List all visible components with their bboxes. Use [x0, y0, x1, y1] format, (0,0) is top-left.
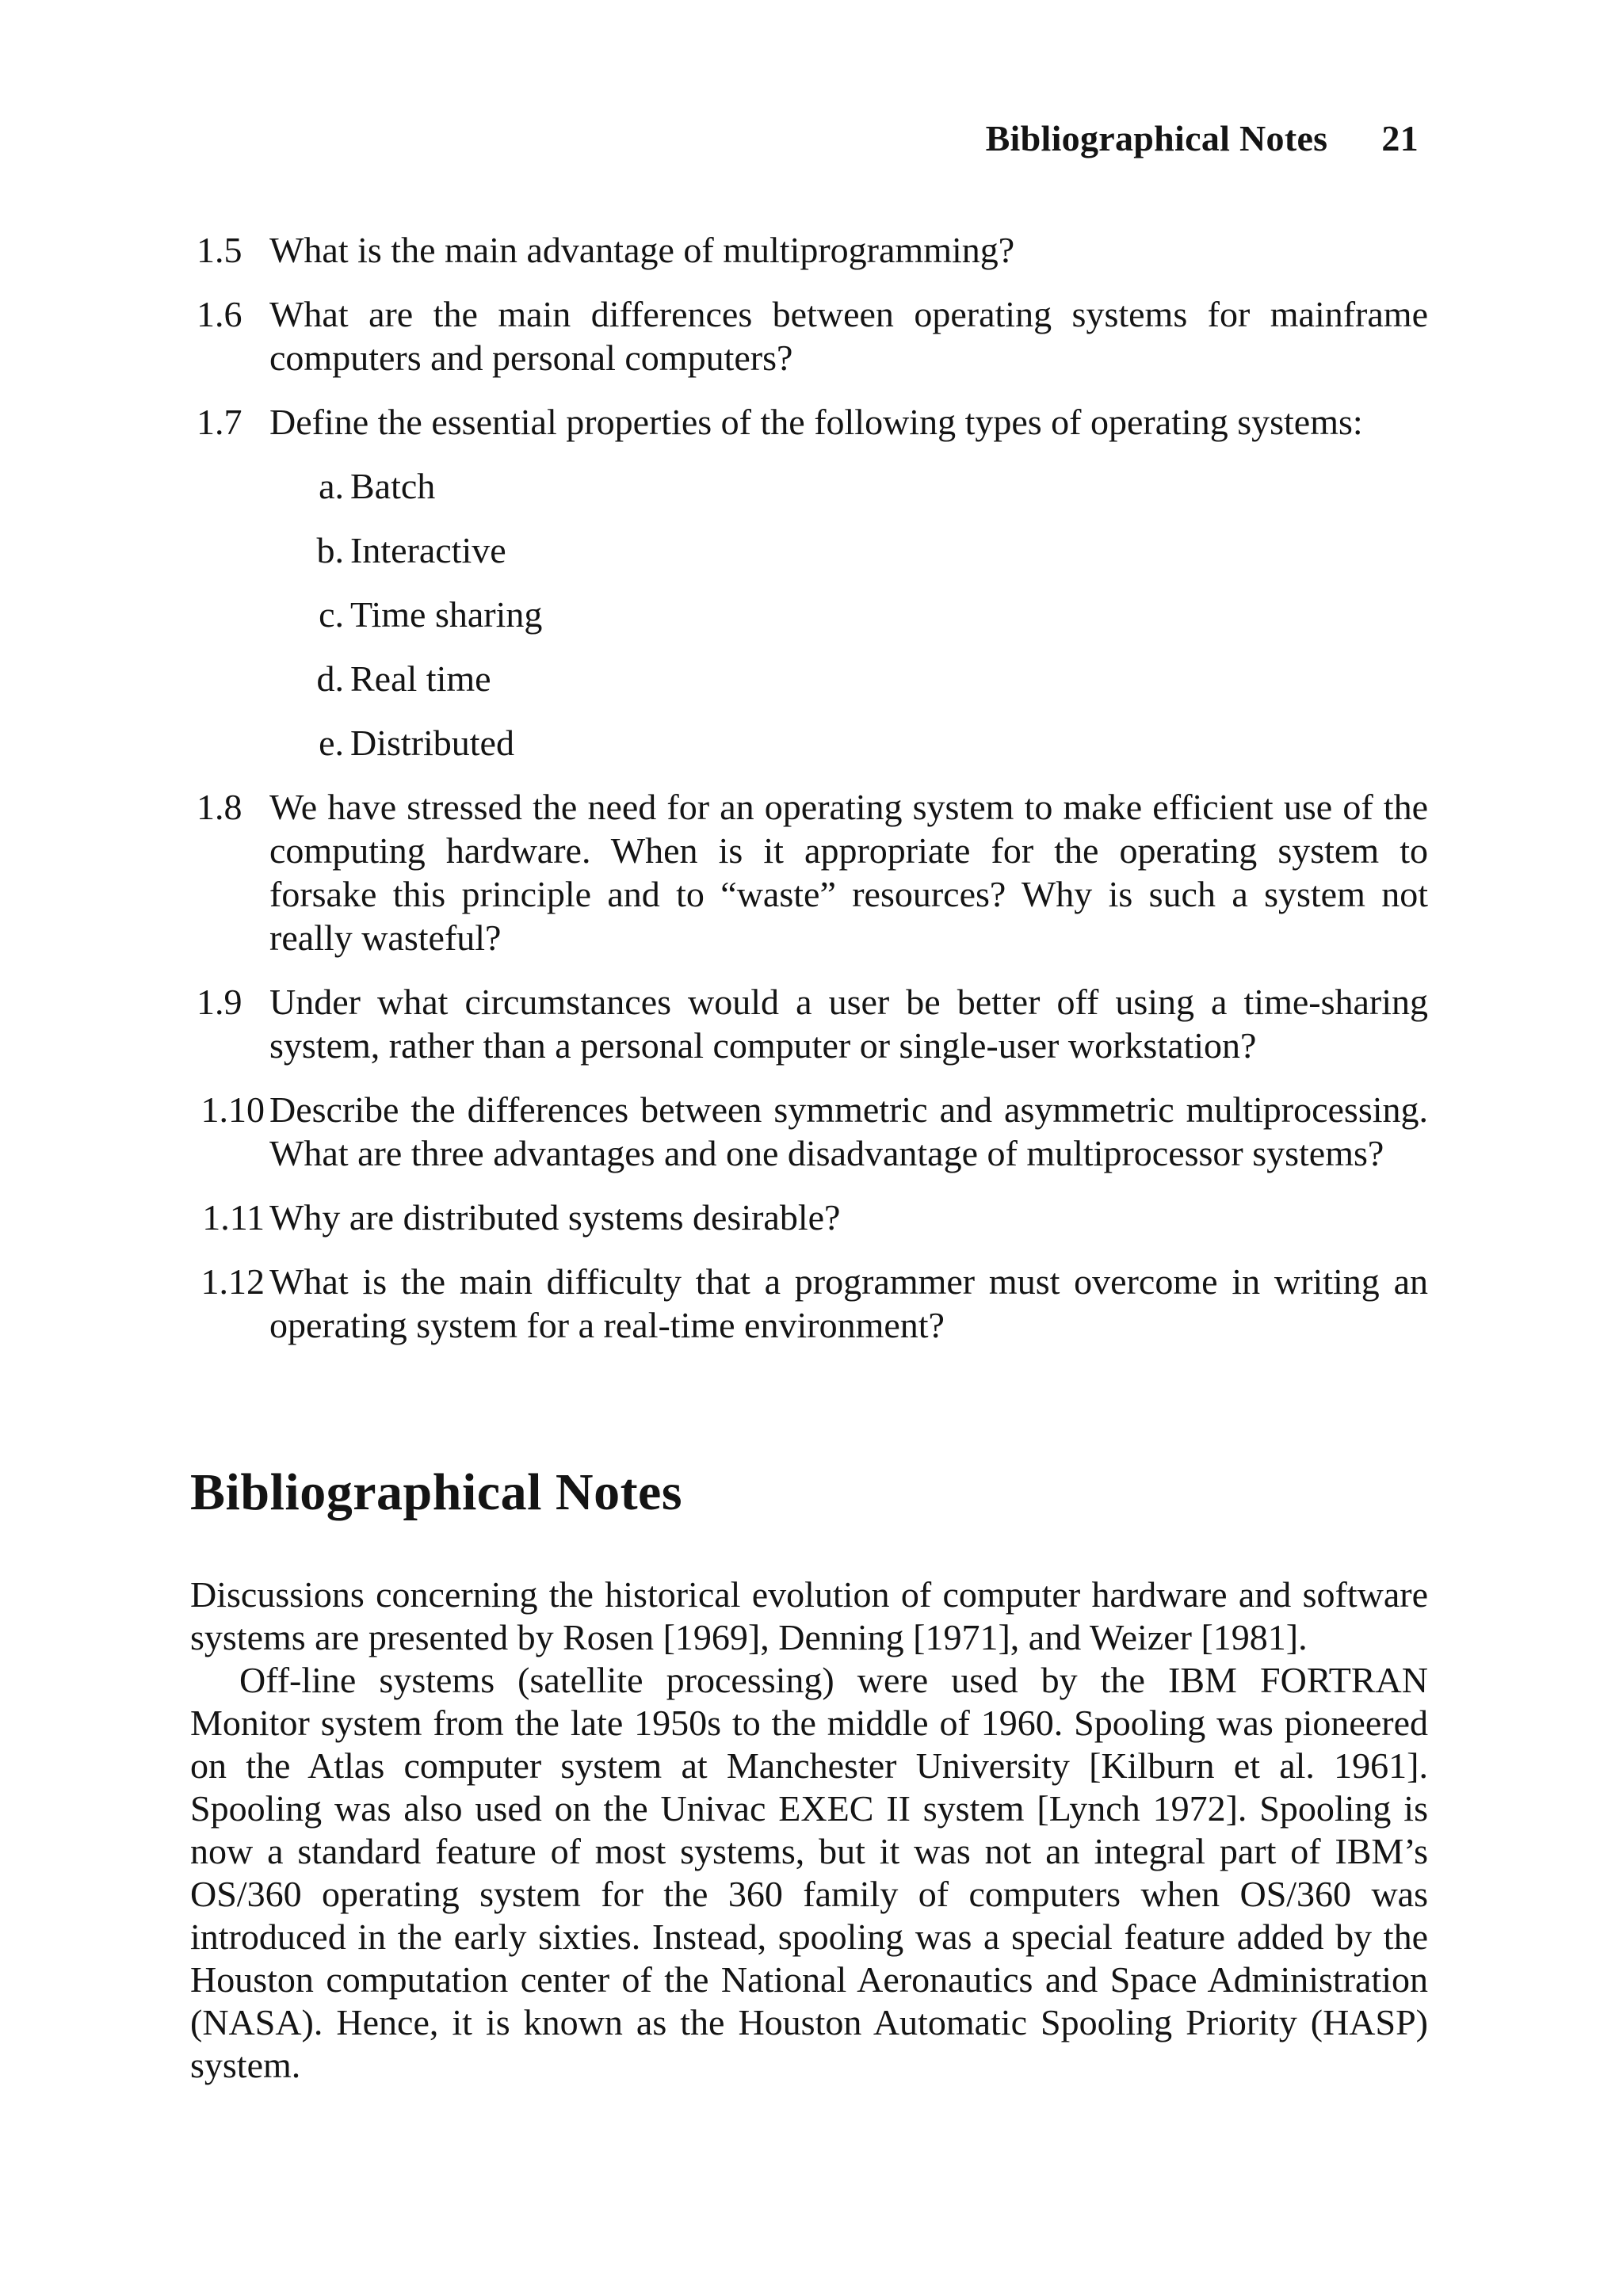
subitem-text: Distributed	[350, 723, 514, 763]
subitem-text: Batch	[350, 466, 436, 506]
page-number: 21	[1381, 118, 1419, 158]
subitem-label: b.	[316, 530, 344, 570]
exercise-number: 1.6	[197, 294, 242, 334]
exercise-subitem	[309, 464, 1428, 508]
exercise-item	[176, 1088, 1428, 1175]
exercise-text: Describe the differences between symmetric and asymmetric multiprocessing. What are three advantages and one disadvantage of multiprocessor systems?	[269, 1089, 1428, 1173]
exercise-subitem	[309, 657, 1428, 700]
exercise-item	[176, 400, 1428, 765]
section-body	[190, 1573, 1428, 2087]
body-paragraph: Discussions concerning the historical evolution of computer hardware and software systems are presented by Rosen [1969], Denning [1971], and Weizer [1981].	[190, 1574, 1428, 1657]
subitem-label: a.	[319, 466, 344, 506]
exercise-text: Under what circumstances would a user be better off using a time-sharing system, rather than a personal computer or single-user workstation?	[269, 982, 1428, 1066]
exercise-text: What is the main advantage of multiprogramming?	[269, 230, 1015, 270]
subitem-text: Interactive	[350, 530, 506, 570]
exercise-item	[176, 292, 1428, 379]
exercise-text: What is the main difficulty that a programmer must overcome in writing an operating system for a real-time environment?	[269, 1261, 1428, 1345]
exercise-item	[176, 228, 1428, 272]
exercise-subitem	[309, 593, 1428, 636]
exercise-number: 1.12	[200, 1261, 265, 1302]
exercise-text: Define the essential properties of the following types of operating systems:	[269, 402, 1363, 442]
exercise-item	[176, 1196, 1428, 1239]
exercise-text: What are the main differences between operating systems for mainframe computers and personal computers?	[269, 294, 1428, 378]
exercise-item	[176, 785, 1428, 959]
exercise-number: 1.8	[197, 787, 242, 827]
exercise-number: 1.5	[197, 230, 242, 270]
subitem-text: Time sharing	[350, 594, 543, 635]
running-head	[927, 117, 1419, 159]
body-paragraph: Off-line systems (satellite processing) were used by the IBM FORTRAN Monitor system from the late 1950s to the middle of 1960. Spooling was pioneered on the Atlas computer system at Manchester University [Kilburn et al. 1961]. Spooling was also used on the Univac EXEC II system [Lynch 1972]. Spooling is now a standard feature of most systems, but it was not an integral part of IBM’s OS/360 operating system for the 360 family of computers when OS/360 was introduced in the early sixties. Instead, spooling was a special feature added by the Houston computation center of the National Aeronautics and Space Administration (NASA). Hence, it is known as the Houston Automatic Spooling Priority (HASP) system.	[190, 1660, 1428, 2085]
exercise-subitem	[309, 721, 1428, 765]
exercise-number: 1.10	[200, 1089, 265, 1130]
subitem-label: e.	[319, 723, 344, 763]
subitem-label: d.	[316, 658, 344, 699]
section-heading: Bibliographical Notes	[190, 1463, 683, 1521]
subitem-text: Real time	[350, 658, 491, 699]
exercise-subitem-list	[269, 464, 1428, 765]
exercise-number: 1.9	[197, 982, 242, 1022]
exercise-number: 1.11	[202, 1197, 265, 1238]
exercise-list	[176, 228, 1428, 1367]
exercise-item	[176, 980, 1428, 1067]
exercise-text: Why are distributed systems desirable?	[269, 1197, 841, 1238]
running-head-title: Bibliographical Notes	[985, 118, 1328, 158]
exercise-subitem	[309, 528, 1428, 572]
exercise-item	[176, 1260, 1428, 1347]
subitem-label: c.	[319, 594, 344, 635]
exercise-text: We have stressed the need for an operating system to make efficient use of the computing hardware. When is it appropriate for the operating system to forsake this principle and to “waste” resources? Why is such a system not really wasteful?	[269, 787, 1428, 958]
exercise-number: 1.7	[197, 402, 242, 442]
